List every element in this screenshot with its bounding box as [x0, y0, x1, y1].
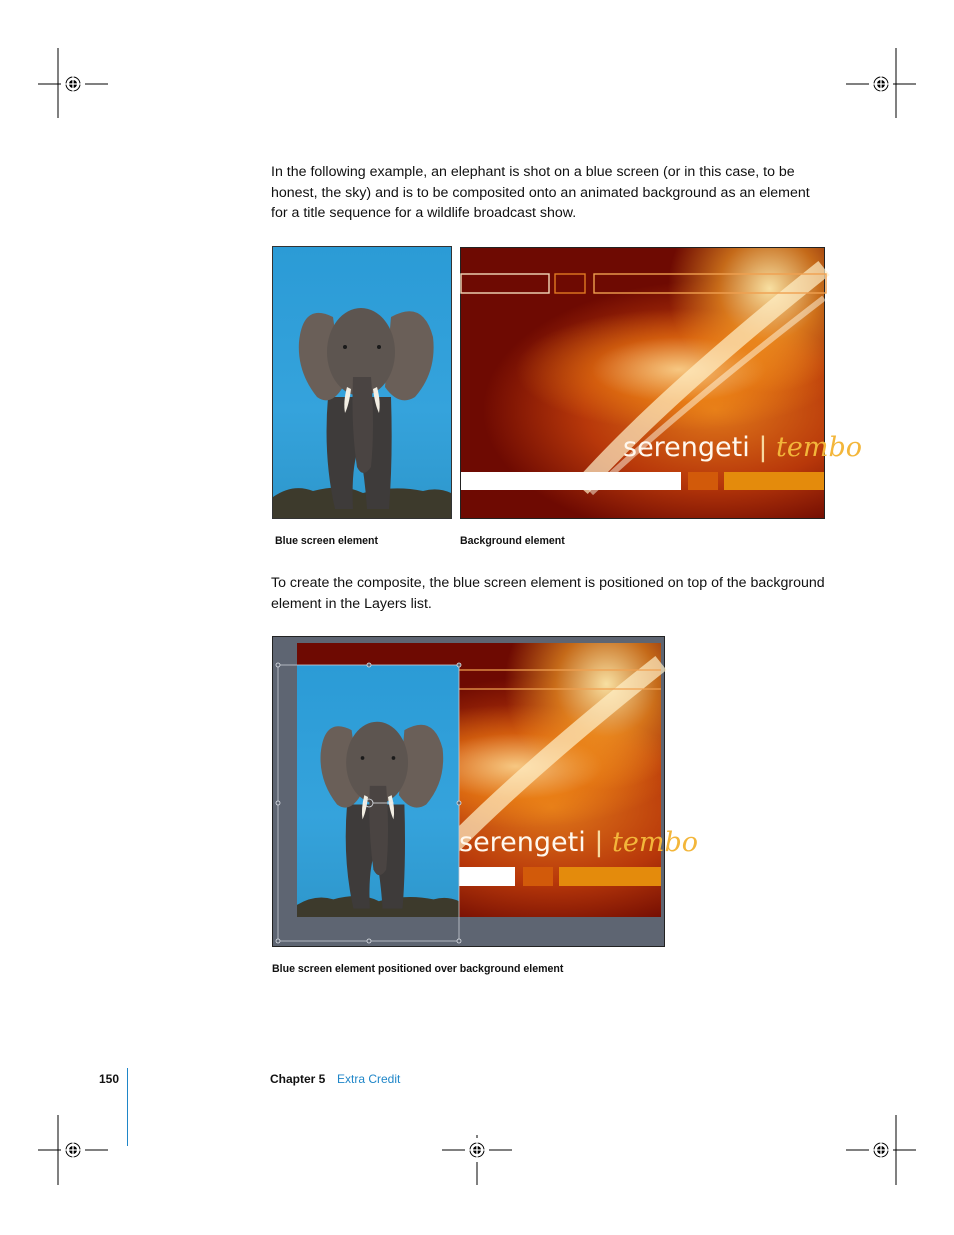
background-caption: Background element	[460, 535, 565, 547]
background-graphics	[461, 248, 824, 518]
registration-mark-icon	[442, 1115, 512, 1185]
intro-paragraph: In the following example, an elephant is shot on a blue screen (or in this case, to be honest, the sky) and is to be composited onto an animated background as an element for a title sequence for a wildlife broadcast show.	[271, 164, 810, 222]
brand-sub: tembo	[776, 432, 863, 463]
footer-divider	[127, 1068, 128, 1146]
chapter-title: Extra Credit	[337, 1072, 401, 1086]
page-number: 150	[99, 1072, 120, 1086]
composite-brand-title	[459, 827, 698, 858]
brand-separator: |	[758, 432, 768, 463]
composite-paragraph: To create the composite, the blue screen element is positioned on top of the background element in the Layers list.	[271, 575, 825, 612]
brand-title	[623, 432, 862, 463]
composite-brand-sub: tembo	[612, 827, 699, 858]
background-element-image	[460, 247, 863, 519]
composite-brand-word: serengeti	[459, 827, 586, 858]
chapter-label: Chapter 5	[270, 1072, 326, 1086]
blue-screen-caption: Blue screen element	[275, 535, 379, 547]
composite-brand-separator: |	[594, 827, 604, 858]
brand-word: serengeti	[623, 432, 750, 463]
elephant-image	[273, 247, 451, 518]
composite-elephant-image	[297, 665, 459, 917]
composite-canvas	[272, 636, 699, 947]
registration-mark-icon	[846, 48, 916, 118]
composite-blue-screen-layer[interactable]	[297, 665, 459, 917]
composite-caption: Blue screen element positioned over background element	[272, 963, 564, 975]
registration-mark-icon	[846, 1115, 916, 1185]
blue-screen-image	[272, 246, 452, 519]
registration-mark-icon	[38, 48, 108, 118]
registration-mark-icon	[38, 1115, 108, 1185]
